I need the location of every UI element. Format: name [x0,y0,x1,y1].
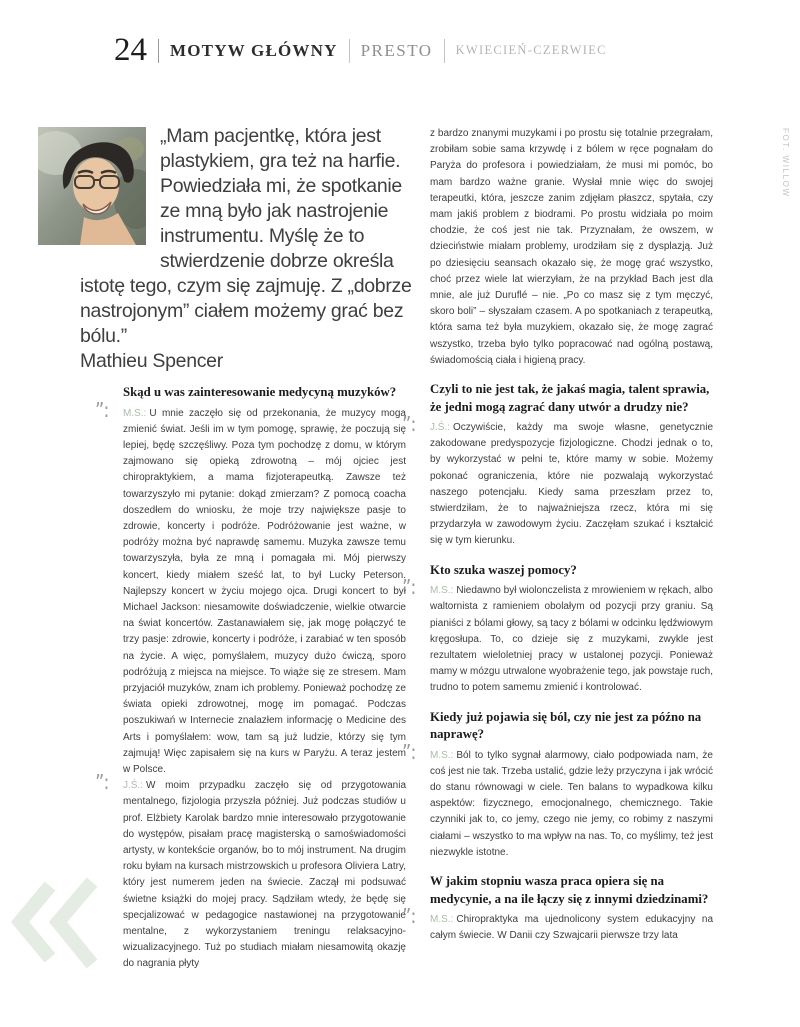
quote-marks-icon: ”: [402,575,416,600]
pull-quote-attribution: Mathieu Spencer [80,350,223,372]
speaker-label: M.S.: [430,585,454,597]
double-chevron-decoration [6,878,100,970]
header-divider [349,39,350,63]
answer-text: Ból to tylko sygnał alarmowy, ciało podpowiada nam, że coś jest nie tak. Trzeba ustalić, gdzie leży przyczyna i jak wrócić do stanu równowagi w ciele. Ten balans to wypadkowa kilku aspektów: fizycznego, emocjonalnego, chemicznego. Takie czynniki jak to, co jemy, czego nie jemy, co robimy z naszymi ciałami – wszystko to ma wpływ na nas. To, co myślimy, też jest niezwykle istotne. [430,749,713,858]
speaker-label: M.S.: [430,914,454,926]
header-divider [444,39,445,63]
speaker-label: M.S.: [430,749,454,761]
interview-question: W jakim stopniu wasza praca opiera się na medycynie, a na ile łączy się z innymi dziedzinami? [430,874,709,906]
interview-answer [402,739,713,861]
speaker-label: M.S.: [123,407,147,419]
portrait-photo [38,127,146,245]
interview-question: Skąd u was zainteresowanie medycyną muzyków? [123,385,397,399]
interview-question: Kiedy już pojawia się ból, czy nie jest za późno na naprawę? [430,709,702,742]
interview-answer [95,770,406,972]
answer-text: Oczywiście, każdy ma swoje własne, genetycznie zakodowane predyspozycje fizjologiczne. Chodzi jednak o to, by wykorzystać w pełni te, które mamy w sobie. Możemy pokonać ograniczenia, które nie pozwalają wykorzystać naszego potencjału. Kiedy sama przeszłam przez to, stwierdziłam, że to najważniejsza rzecz, która mi się przydarzyła w zawodowym życiu. Zaczęłam szukać i kształcić się w tym kierunku. [430,422,713,547]
speaker-label: J.Ś.: [123,780,144,792]
quote-marks-icon: ”: [95,770,109,795]
speaker-label: J.Ś.: [430,422,451,434]
page-number: 24 [114,32,147,68]
answer-text: W moim przypadku zaczęło się od przygotowania mentalnego, fizjologia przyszła później. Już podczas studiów u prof. Elżbiety Karolak bardzo mnie interesowało przygotowanie do występów, pisałam pracę magisterską o samoświadomości artysty, w kontekście organów, bo to mój instrument. Na drugim roku byłam na kursach mistrzowskich u profesora Oliviera Latry, który jest numerem jeden na świecie. Zaczął mi podsuwać świetne książki do mojej pracy. Sądziłam wtedy, że będę się specjalizować w pedagogice nastawionej na przygotowanie mentalne, z wykorzystaniem treningu relaksacyjno-wizualizacyjnego. Tuż po studiach miałam niesamowitą okazję do nagrania płyty [123,780,406,970]
quote-marks-icon: ”: [95,397,109,422]
answer-continuation [430,126,713,369]
pull-quote-section [80,124,420,374]
interview-question: Kto szuka waszej pomocy? [430,562,577,577]
page-header [114,34,607,67]
interview-answer [402,904,713,944]
section-title: MOTYW GŁÓWNY [170,40,338,60]
answer-text: Chiropraktyka ma ujednolicony system edukacyjny na całym świecie. W Danii czy Szwajcarii pierwsze trzy lata [430,914,713,942]
interview-answer [95,397,406,779]
article-column-left [95,384,406,973]
pull-quote-text: „Mam pacjentkę, która jest plastykiem, gra też na harfie. Powiedziała mi, że spotkanie ze mną było jak nastrojenie instrumentu. Myślę że to stwierdzenie dobrze określa istotę tego, czym się zajmuję. Z „dobrze nastrojonym” ciałem możemy grać bez bólu.” [80,125,412,347]
article-column-right [402,126,713,944]
answer-text: U mnie zaczęło się od przekonania, że muzycy mogą zmienić świat. Jeśli im w tym pomogę, sprawię, że poczują się lepiej, będę szczęśliwy. Poza tym pochodzę z domu, w którym zajmowano się opieką zdrowotną – mój ojciec jest chiropraktykiem, a mama fizjoterapeutką. Zawsze też towarzyszyło mi pytanie: dokąd zmierzam? Z pomocą coacha doszedłem do wniosku, że moje trzy największe pasje to zdrowie, koncerty i podróże. Podróżowanie jest ważne, w podróży można być naprawdę samemu. Muzyka zawsze temu towarzyszyła, była ze mną i pomagała mi. Mój pierwszy koncert, kiedy miałem sześć lat, to był Lucky Peterson. Najlepszy koncert w życiu mojego ojca. Drugi koncert to był Michael Jackson: niesamowite doświadczenie, wielkie otwarcie na świat koncertów. Zastanawiałem się, jak mogę połączyć te trzy pasje: zdrowie, koncerty i podróże, i zarabiać w ten sposób na życie. A więc, pomyślałem, muzycy dużo ćwiczą, sporo podróżują z miejsca na miejsce. To wiąże się ze stresem. Mam przyjaciół muzyków, znam ich problemy. Ponieważ pochodzę ze świata opieki zdrowotnej, mogę im pomagać. Podczas poszukiwań w Internecie znalazłem informację o Medicine des Arts i pomyślałem: wow, tam są już ludzie, którzy się tym zajmują! Więc zapisałem się na kurs w Paryżu. A teraz jestem w Polsce. [123,407,406,775]
interview-answer [402,575,713,696]
quote-marks-icon: ”: [402,412,416,437]
quote-marks-icon: ”: [402,739,416,764]
header-divider [158,39,159,63]
interview-question: Czyli to nie jest tak, że jakaś magia, talent sprawia, że jedni mogą zagrać dany utwór a drudzy nie? [430,382,710,414]
answer-text: z bardzo znanymi muzykami i po prostu się totalnie przegrałam, zrobiłam sobie sama krzywdę i z bólem w ręce pognałam do Paryża do profesora i powiedziałam, że musi mi pomóc, bo mam bardzo ważne granie. Wysłał mnie więc do swojej terapeutki, która, jeszcze zanim zdjęłam płaszcz, spytała, czy mam jakiś problem z biodrami. Po prostu widziała po moim chodzie, że coś jest nie tak. Przyznałam, że owszem, w dzieciństwie miałam problemy, urodziłam się z dysplazją. Już po dziesięciu seansach okazało się, że mogę grać wszystko, choć przez wiele lat wierzyłam, że na przykład Bach jest dla mnie, ale już Duruflé – nie. „Po co masz się z tym męczyć, skoro boli” – słyszałam czasem. A po spotkaniach z terapeutką, która sama też była muzykiem, okazało się, że mogę zagrać wszystko, trzeba było tylko popracować nad ogólną postawą, świadomością ciała i higieną pracy. [430,128,713,366]
quote-marks-icon: ”: [402,904,416,929]
photo-credit: FOT. WILLOW [781,128,790,198]
issue-date: KWIECIEŃ-CZERWIEC [455,43,607,57]
portrait-photo-image [38,127,146,245]
magazine-title: PRESTO [360,40,433,60]
interview-answer [402,412,713,550]
answer-text: Niedawno był wiolonczelista z mrowieniem w rękach, albo waltornista z ramieniem obolałym od pozycji przy graniu. Są pianiści z bólami głowy, są tacy z bólami w odcinku lędźwiowym kręgosłupa. To, co dzieje się z muzykami, zwykle jest rezultatem wieloletniej pracy w ustalonej pozycji. Ponieważ mamy w mózgu utrwalone wyobrażenie tego, jak powstaje ruch, trudno to potem samemu zmienić i kontrolować. [430,585,713,694]
